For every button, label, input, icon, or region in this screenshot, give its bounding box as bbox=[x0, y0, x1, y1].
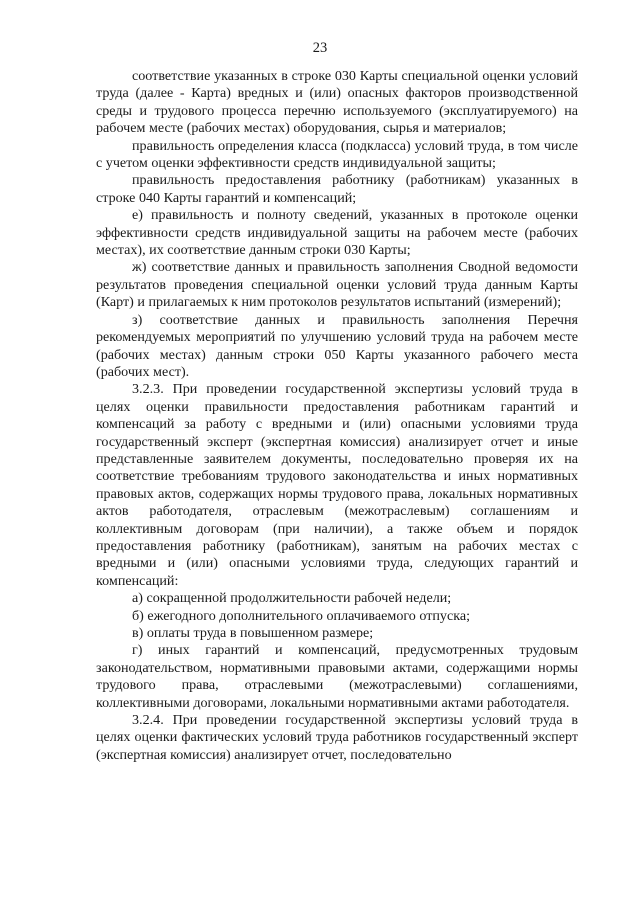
paragraph-item-v: в) оплаты труда в повышенном размере; bbox=[132, 625, 374, 641]
paragraph-3-2-3: 3.2.3. При проведении государственной экспертизы условий труда в целях оценки правильности предоставления работникам гарантий и компенсаций за работу с вредными и (или) опасными условиями труда государственный эксперт (экспертная комиссия) анализирует отчет и иные представленные заявителем документы, последовательно проверяя их на соответствие требованиям трудового законодательства и иных нормативных правовых актов, содержащих нормы трудового права, локальных нормативных актов работодателя, отраслевым (межотраслевым) соглашениям и коллективным договорам (при наличии), а также объем и порядок предоставления работнику (работникам), занятым на рабочих местах с вредными и (или) опасными условиями труда, следующих гарантий и компенсаций: bbox=[96, 381, 578, 589]
page-number: 23 bbox=[312, 40, 328, 56]
paragraph-item-b: б) ежегодного дополнительного оплачиваемого отпуска; bbox=[132, 607, 471, 624]
document-body bbox=[96, 68, 578, 764]
paragraph-factors-correspondence: соответствие указанных в строке 030 Карты специальной оценки условий труда (далее - Карта) вредных и (или) опасных факторов производственной среды и трудового процесса перечню используемого (эксплуатируемого) на рабочем месте (рабочих местах) оборудования, сырья и материалов; bbox=[96, 68, 578, 137]
paragraph-guarantees-correctness: правильность предоставления работнику (работникам) указанных в строке 040 Карты гарантий и компенсаций; bbox=[96, 172, 578, 206]
paragraph-item-a: а) сокращенной продолжительности рабочей недели; bbox=[132, 590, 452, 607]
paragraph-item-e: е) правильность и полноту сведений, указанных в протоколе оценки эффективности средств индивидуальной защиты на рабочем месте (рабочих местах), их соответствие данным строки 030 Карты; bbox=[96, 207, 578, 259]
paragraph-3-2-4: 3.2.4. При проведении государственной экспертизы условий труда в целях оценки фактических условий труда работников государственный эксперт (экспертная комиссия) анализирует отчет, последовательно bbox=[96, 712, 578, 763]
paragraph-item-zh: ж) соответствие данных и правильность заполнения Сводной ведомости результатов проведения специальной оценки условий труда данным Карты (Карт) и прилагаемых к ним протоколов результатов испытаний (измерений); bbox=[96, 259, 578, 311]
paragraph-item-z: з) соответствие данных и правильность заполнения Перечня рекомендуемых мероприятий по улучшению условий труда на рабочем месте (рабочих местах) данным строки 050 Карты указанного рабочего места (рабочих мест). bbox=[96, 311, 578, 380]
paragraph-class-determination: правильность определения класса (подкласса) условий труда, в том числе с учетом оценки эффективности средств индивидуальной защиты; bbox=[96, 137, 578, 172]
paragraph-item-g: г) иных гарантий и компенсаций, предусмотренных трудовым законодательством, нормативными правовыми актами, содержащими нормы трудового права, отраслевыми (межотраслевыми) соглашениями, коллективными договорами, локальными нормативными актами работодателя. bbox=[96, 642, 578, 711]
